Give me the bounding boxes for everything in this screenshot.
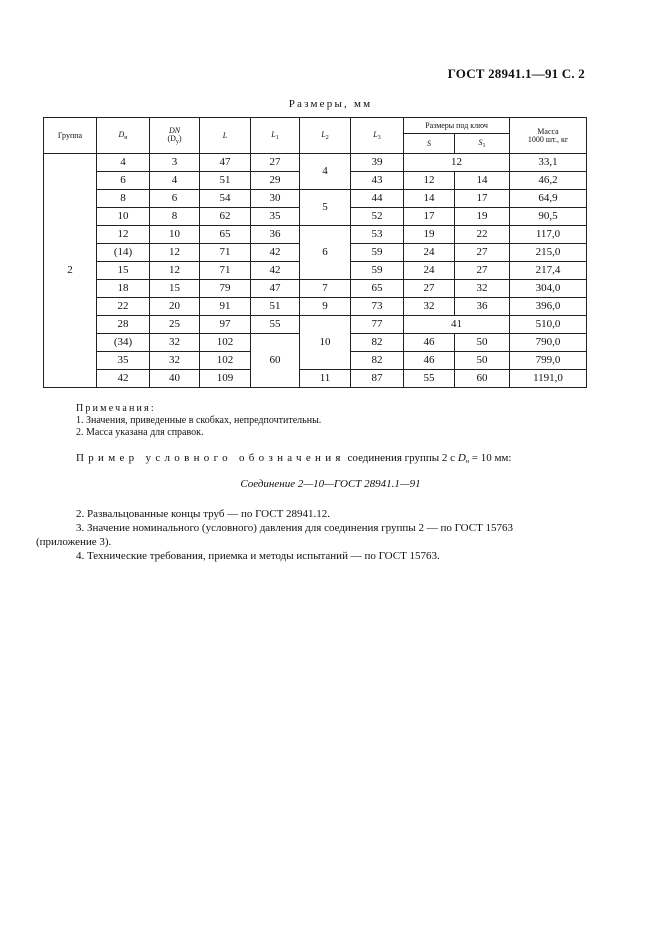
col-wrench: Размеры под ключ [404, 118, 510, 134]
example-line: Пример условного обозначения соединения группы 2 с $D_н = 10$ мм: [76, 452, 512, 465]
table-row: (14) 12 71 42 59 24 27 215,0 [44, 244, 587, 262]
table-row: 42 40 109 11 87 55 60 1191,0 [44, 370, 587, 388]
col-L1: $L_1$ [251, 118, 300, 154]
note-item: 2. Масса указана для справок. [76, 427, 204, 438]
table-row: 35 32 102 82 46 50 799,0 [44, 352, 587, 370]
page-header: ГОСТ 28941.1—91 С. 2 [447, 66, 585, 81]
col-L: L [200, 118, 251, 154]
designation-example: Соединение 2—10—ГОСТ 28941.1—91 [240, 478, 421, 490]
col-S: S [404, 134, 455, 154]
table-row: (34) 32 102 60 82 46 50 790,0 [44, 334, 587, 352]
paragraph-3: 3. Значение номинального (условного) давления для соединения группы 2 — по ГОСТ 15763 (приложение 3). [36, 522, 514, 548]
group-cell: 2 [44, 154, 97, 388]
table-row: 15 12 71 42 59 24 27 217,4 [44, 262, 587, 280]
col-dn: $D_н$ [97, 118, 150, 154]
table-row: 18 15 79 47 7 65 27 32 304,0 [44, 280, 587, 298]
dimensions-table [43, 117, 587, 388]
col-L2: $L_2$ [300, 118, 351, 154]
col-S1: $S_1$ [455, 134, 510, 154]
col-DN: DN $(D_у)$ [150, 118, 200, 154]
paragraph-2: 2. Развальцованные концы труб — по ГОСТ 28941.12. [76, 508, 331, 520]
note-item: 1. Значения, приведенные в скобках, непредпочтительны. [76, 415, 322, 426]
table-caption: Размеры, мм [288, 98, 373, 110]
notes-title: Примечания: [76, 403, 156, 414]
paragraph-4: 4. Технические требования, приемка и методы испытаний — по ГОСТ 15763. [76, 550, 440, 562]
table-row: 28 25 97 55 10 77 41 510,0 [44, 316, 587, 334]
col-group: Группа [44, 118, 97, 154]
table-row: 10 8 62 35 52 17 19 90,5 [44, 208, 587, 226]
table-row: 6 4 51 29 43 12 14 46,2 [44, 172, 587, 190]
table-row: 2 4 3 47 27 4 39 12 33,1 [44, 154, 587, 172]
table-row: 8 6 54 30 5 44 14 17 64,9 [44, 190, 587, 208]
table-row: 22 20 91 51 9 73 32 36 396,0 [44, 298, 587, 316]
notes-block [76, 403, 321, 439]
col-L3: $L_3$ [351, 118, 404, 154]
table-row: 12 10 65 36 6 53 19 22 117,0 [44, 226, 587, 244]
col-mass: Масса 1000 шт., кг [510, 118, 587, 154]
